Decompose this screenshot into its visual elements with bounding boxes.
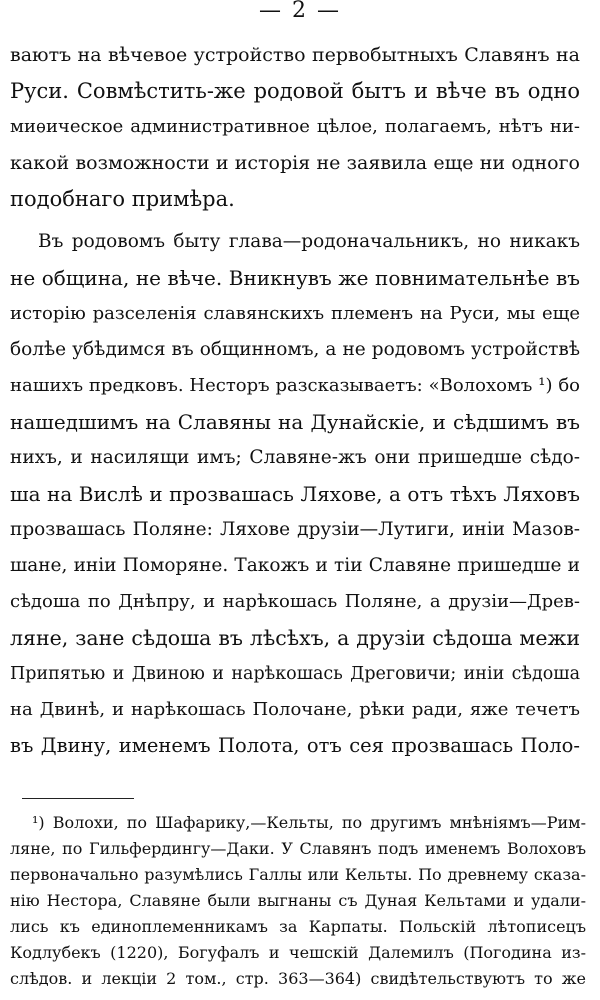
page-number: — 2 — <box>259 0 341 23</box>
text-line: исторію разселенія славянскихъ племенъ на Руси, мы еще <box>10 303 580 324</box>
footnote-line: слѣдов. и лекціи 2 том., стр. 363—364) свидѣтельствуютъ то же <box>10 969 586 988</box>
footnote-line: ляне, по Гильфердингу—Даки. У Славянъ подъ именемъ Волоховъ <box>10 839 586 858</box>
text-line: какой возможности и исторія не заявила еще ни одного <box>10 152 580 174</box>
text-line: нашихъ предковъ. Несторъ разсказываетъ: «Волохомъ ¹) бо <box>10 375 580 396</box>
text-line: Припятью и Двиною и нарѣкошась Дреговичи; иніи сѣдоша <box>10 664 580 684</box>
text-line: не община, не вѣче. Вникнувъ же повнимательнѣе въ <box>10 266 580 290</box>
text-line: ляне, зане сѣдоша въ лѣсѣхъ, а друзіи сѣдоша межи <box>10 626 580 650</box>
text-line: подобнаго примѣра. <box>10 187 235 211</box>
text-line: нихъ, и насилящи имъ; Славяне-жъ они пришедше сѣдо- <box>10 447 580 468</box>
text-line: сѣдоша по Днѣпру, и нарѣкошась Поляне, а друзіи—Древ- <box>10 591 580 612</box>
text-line: шане, иніи Поморяне. Такожъ и тіи Славяне пришедше и <box>10 555 580 576</box>
text-line: Въ родовомъ быту глава—родоначальникъ, но никакъ <box>38 231 580 252</box>
text-line: нашедшимъ на Славяны на Дунайскіе, и сѣдшимъ въ <box>10 410 580 434</box>
footnote-line: ¹) Волохи, по Шафарику,—Кельты, по другимъ мнѣніямъ—Рим- <box>32 813 586 832</box>
footnote-divider <box>22 798 134 799</box>
footnote-line: первоначально разумѣлись Галлы или Кельты. По древнему сказа- <box>10 865 586 884</box>
text-line: ша на Вислѣ и прозвашась Ляхове, а отъ тѣхъ Ляховъ <box>10 482 580 506</box>
text-line: въ Двину, именемъ Полота, отъ сея прозвашась Поло- <box>10 734 580 757</box>
text-line: болѣе убѣдимся въ общинномъ, а не родовомъ устройствѣ <box>10 339 580 360</box>
text-line: на Двинѣ, и нарѣкошась Полочане, рѣки ради, яже течетъ <box>10 699 580 720</box>
footnote-line: нію Нестора, Славяне были выгнаны съ Дуная Кельтами и удали- <box>10 891 586 910</box>
text-line: миѳическое административное цѣлое, полагаемъ, нѣтъ ни- <box>10 116 580 137</box>
footnote-line: Кодлубекъ (1220), Богуфалъ и чешскій Далемилъ (Погодина из- <box>10 943 586 962</box>
text-line: прозвашась Поляне: Ляхове друзіи—Лутиги, иніи Мазов- <box>10 519 580 540</box>
text-line: Руси. Совмѣстить-же родовой бытъ и вѣче въ одно <box>10 79 580 103</box>
text-line: ваютъ на вѣчевое устройство первобытныхъ Славянъ на <box>10 44 580 66</box>
footnote-line: лись къ единоплеменникамъ за Карпаты. Польскій лѣтописецъ <box>10 917 586 936</box>
